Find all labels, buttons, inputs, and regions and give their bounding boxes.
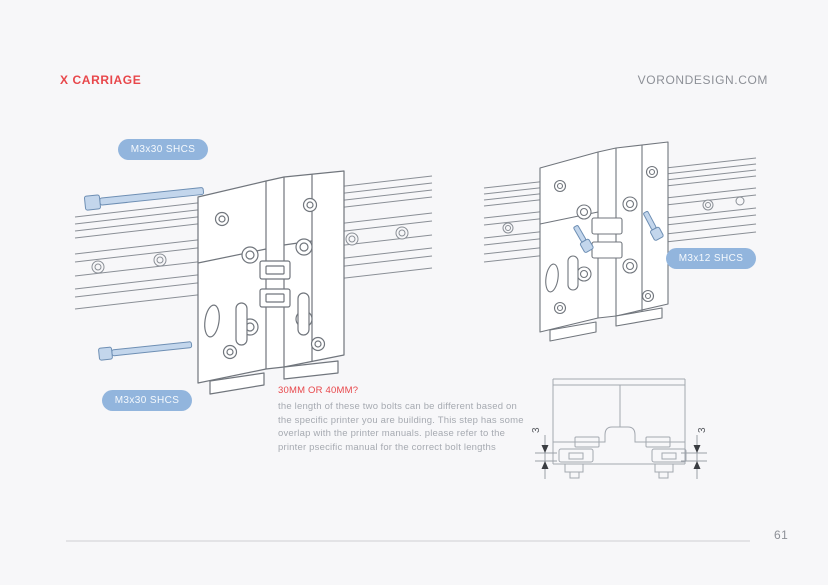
- dimension-right-value: 3: [697, 427, 708, 433]
- note-line: overlap with the printer manuals. please refer to the: [278, 428, 506, 440]
- m3x30-bolt-bottom: [98, 339, 192, 361]
- belt-clamp-cross-section: [525, 365, 720, 510]
- note-line: printer psecific manual for the correct bolt lengths: [278, 442, 496, 454]
- cross-section-outline: [553, 379, 686, 478]
- site-url: VORONDESIGN.COM: [637, 73, 768, 87]
- callout-m3x30-bottom: M3x30 SHCS: [102, 390, 192, 411]
- callout-m3x12: M3x12 SHCS: [666, 248, 756, 269]
- note-body: [278, 400, 524, 455]
- carriage-body: [540, 142, 668, 341]
- callout-m3x30-top: M3x30 SHCS: [118, 139, 208, 160]
- note-line: the specific printer you are building. This step has some: [278, 414, 524, 426]
- note-heading: 30MM OR 40MM?: [278, 385, 359, 396]
- note-line: the length of these two bolts can be different based on: [278, 401, 517, 412]
- page-number: 61: [774, 528, 789, 542]
- page-title: X CARRIAGE: [60, 73, 142, 87]
- m3x30-bolt-top: [84, 184, 204, 210]
- x-carriage-front-diagram: [60, 115, 440, 405]
- footer-divider: [66, 540, 750, 542]
- x-carriage-rear-diagram: [480, 108, 760, 348]
- carriage-body: [198, 171, 344, 394]
- dimension-left-value: 3: [531, 427, 542, 433]
